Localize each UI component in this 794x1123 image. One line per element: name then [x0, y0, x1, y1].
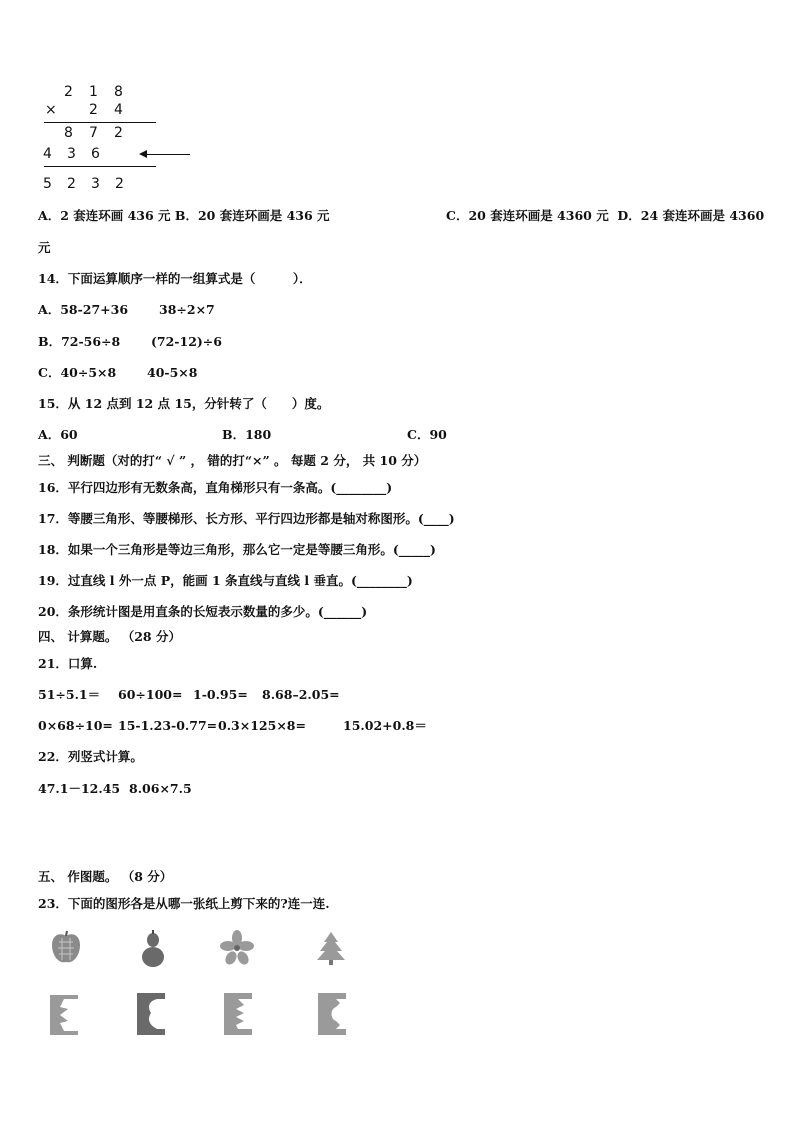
calc-divider-line	[44, 166, 156, 167]
digit: 7	[89, 125, 98, 141]
calc-divider-line	[44, 122, 156, 123]
digit: 2	[114, 125, 123, 141]
arrow-line	[146, 154, 190, 155]
flower-shape-icon	[220, 930, 254, 966]
calc-item: 51÷5.1＝	[38, 687, 101, 702]
digit: 8	[64, 125, 73, 141]
q15-option-c: C．90	[407, 427, 447, 442]
calc-item: 15-1.23-0.77=	[118, 718, 218, 733]
tree-shape-icon	[315, 930, 347, 966]
paper-piece-1-icon	[50, 995, 78, 1035]
calc-item: 8.68–2.05=	[262, 687, 340, 702]
q18: 18．如果一个三角形是等边三角形，那么它一定是等腰三角形。(_____)	[38, 542, 436, 557]
digit: 1	[89, 84, 98, 100]
calc-item: 15.02+0.8＝	[343, 718, 427, 733]
q15-stem: 15．从 12 点到 12 点 15，分针转了（ ）度。	[38, 396, 330, 411]
q21-row-1	[38, 687, 340, 703]
q15-option-a: A．60	[38, 427, 78, 442]
q14-option-c	[38, 365, 198, 381]
gourd-shape-icon	[138, 930, 168, 968]
digit: 3	[91, 176, 100, 192]
q14-option-a-1: A．58-27+36	[38, 302, 129, 317]
calc-item: 0.3×125×8=	[218, 718, 306, 733]
digit: 2	[115, 176, 124, 192]
q16: 16．平行四边形有无数条高，直角梯形只有一条高。(________)	[38, 480, 393, 495]
q22-item: 8.06×7.5	[129, 781, 192, 796]
q13-option-a: A．2 套连环画 436 元	[38, 208, 171, 223]
paper-piece-2-icon	[137, 993, 165, 1035]
q14-option-b	[38, 334, 222, 350]
q15-option-b: B．180	[222, 427, 272, 442]
q14-option-c-1: C．40÷5×8	[38, 365, 117, 380]
q13-options	[38, 208, 330, 224]
apple-shape-icon	[50, 930, 82, 966]
q13-options-right	[446, 208, 764, 224]
q13-option-d: D．24 套连环画是 4360	[617, 208, 765, 223]
digit: 4	[43, 146, 52, 162]
q13-option-c: C．20 套连环画是 4360 元	[446, 208, 609, 223]
q21-row-2	[38, 718, 427, 734]
q22-item: 47.1－12.45	[38, 781, 121, 796]
q21-stem: 21．口算.	[38, 656, 98, 671]
digit: 2	[64, 84, 73, 100]
times-sign: ×	[45, 102, 57, 118]
paper-piece-3-icon	[224, 993, 252, 1035]
section-3-title: 三、 判断题（对的打“ √ ” ， 错的打“×” 。 每题 2 分， 共 10 分）	[38, 453, 427, 468]
calc-item: 1-0.95=	[193, 687, 248, 702]
q14-option-b-2: (72-12)÷6	[151, 334, 222, 349]
q14-option-c-2: 40-5×8	[147, 365, 198, 380]
q14-option-a	[38, 302, 215, 318]
calc-item: 0×68÷10=	[38, 718, 113, 733]
q15-options	[38, 427, 447, 443]
q19: 19．过直线 l 外一点 P，能画 1 条直线与直线 l 垂直。(________)	[38, 573, 413, 588]
digit: 2	[89, 102, 98, 118]
digit: 4	[114, 102, 123, 118]
q13-option-b: B．20 套连环画是 436 元	[174, 208, 330, 223]
section-5-title: 五、 作图题。 （8 分）	[38, 869, 173, 884]
digit: 6	[91, 146, 100, 162]
q14-stem: 14．下面运算顺序一样的一组算式是（ ）．	[38, 271, 312, 286]
section-4-title: 四、 计算题。 （28 分）	[38, 629, 181, 644]
q22-items	[38, 781, 192, 797]
paper-piece-4-icon	[318, 993, 346, 1035]
calc-item: 60÷100=	[118, 687, 183, 702]
arrow-left-icon	[139, 150, 147, 158]
q14-option-a-2: 38÷2×7	[159, 302, 215, 317]
digit: 8	[114, 84, 123, 100]
digit: 2	[67, 176, 76, 192]
q13-option-d-cont: 元	[38, 240, 51, 255]
q23-stem: 23．下面的图形各是从哪一张纸上剪下来的?连一连.	[38, 896, 330, 911]
q17: 17．等腰三角形、等腰梯形、长方形、平行四边形都是轴对称图形。(____)	[38, 511, 455, 526]
q14-option-b-1: B．72-56÷8	[38, 334, 121, 349]
q20: 20．条形统计图是用直条的长短表示数量的多少。(______)	[38, 604, 368, 619]
q22-stem: 22．列竖式计算。	[38, 749, 143, 764]
digit: 3	[67, 146, 76, 162]
digit: 5	[43, 176, 52, 192]
